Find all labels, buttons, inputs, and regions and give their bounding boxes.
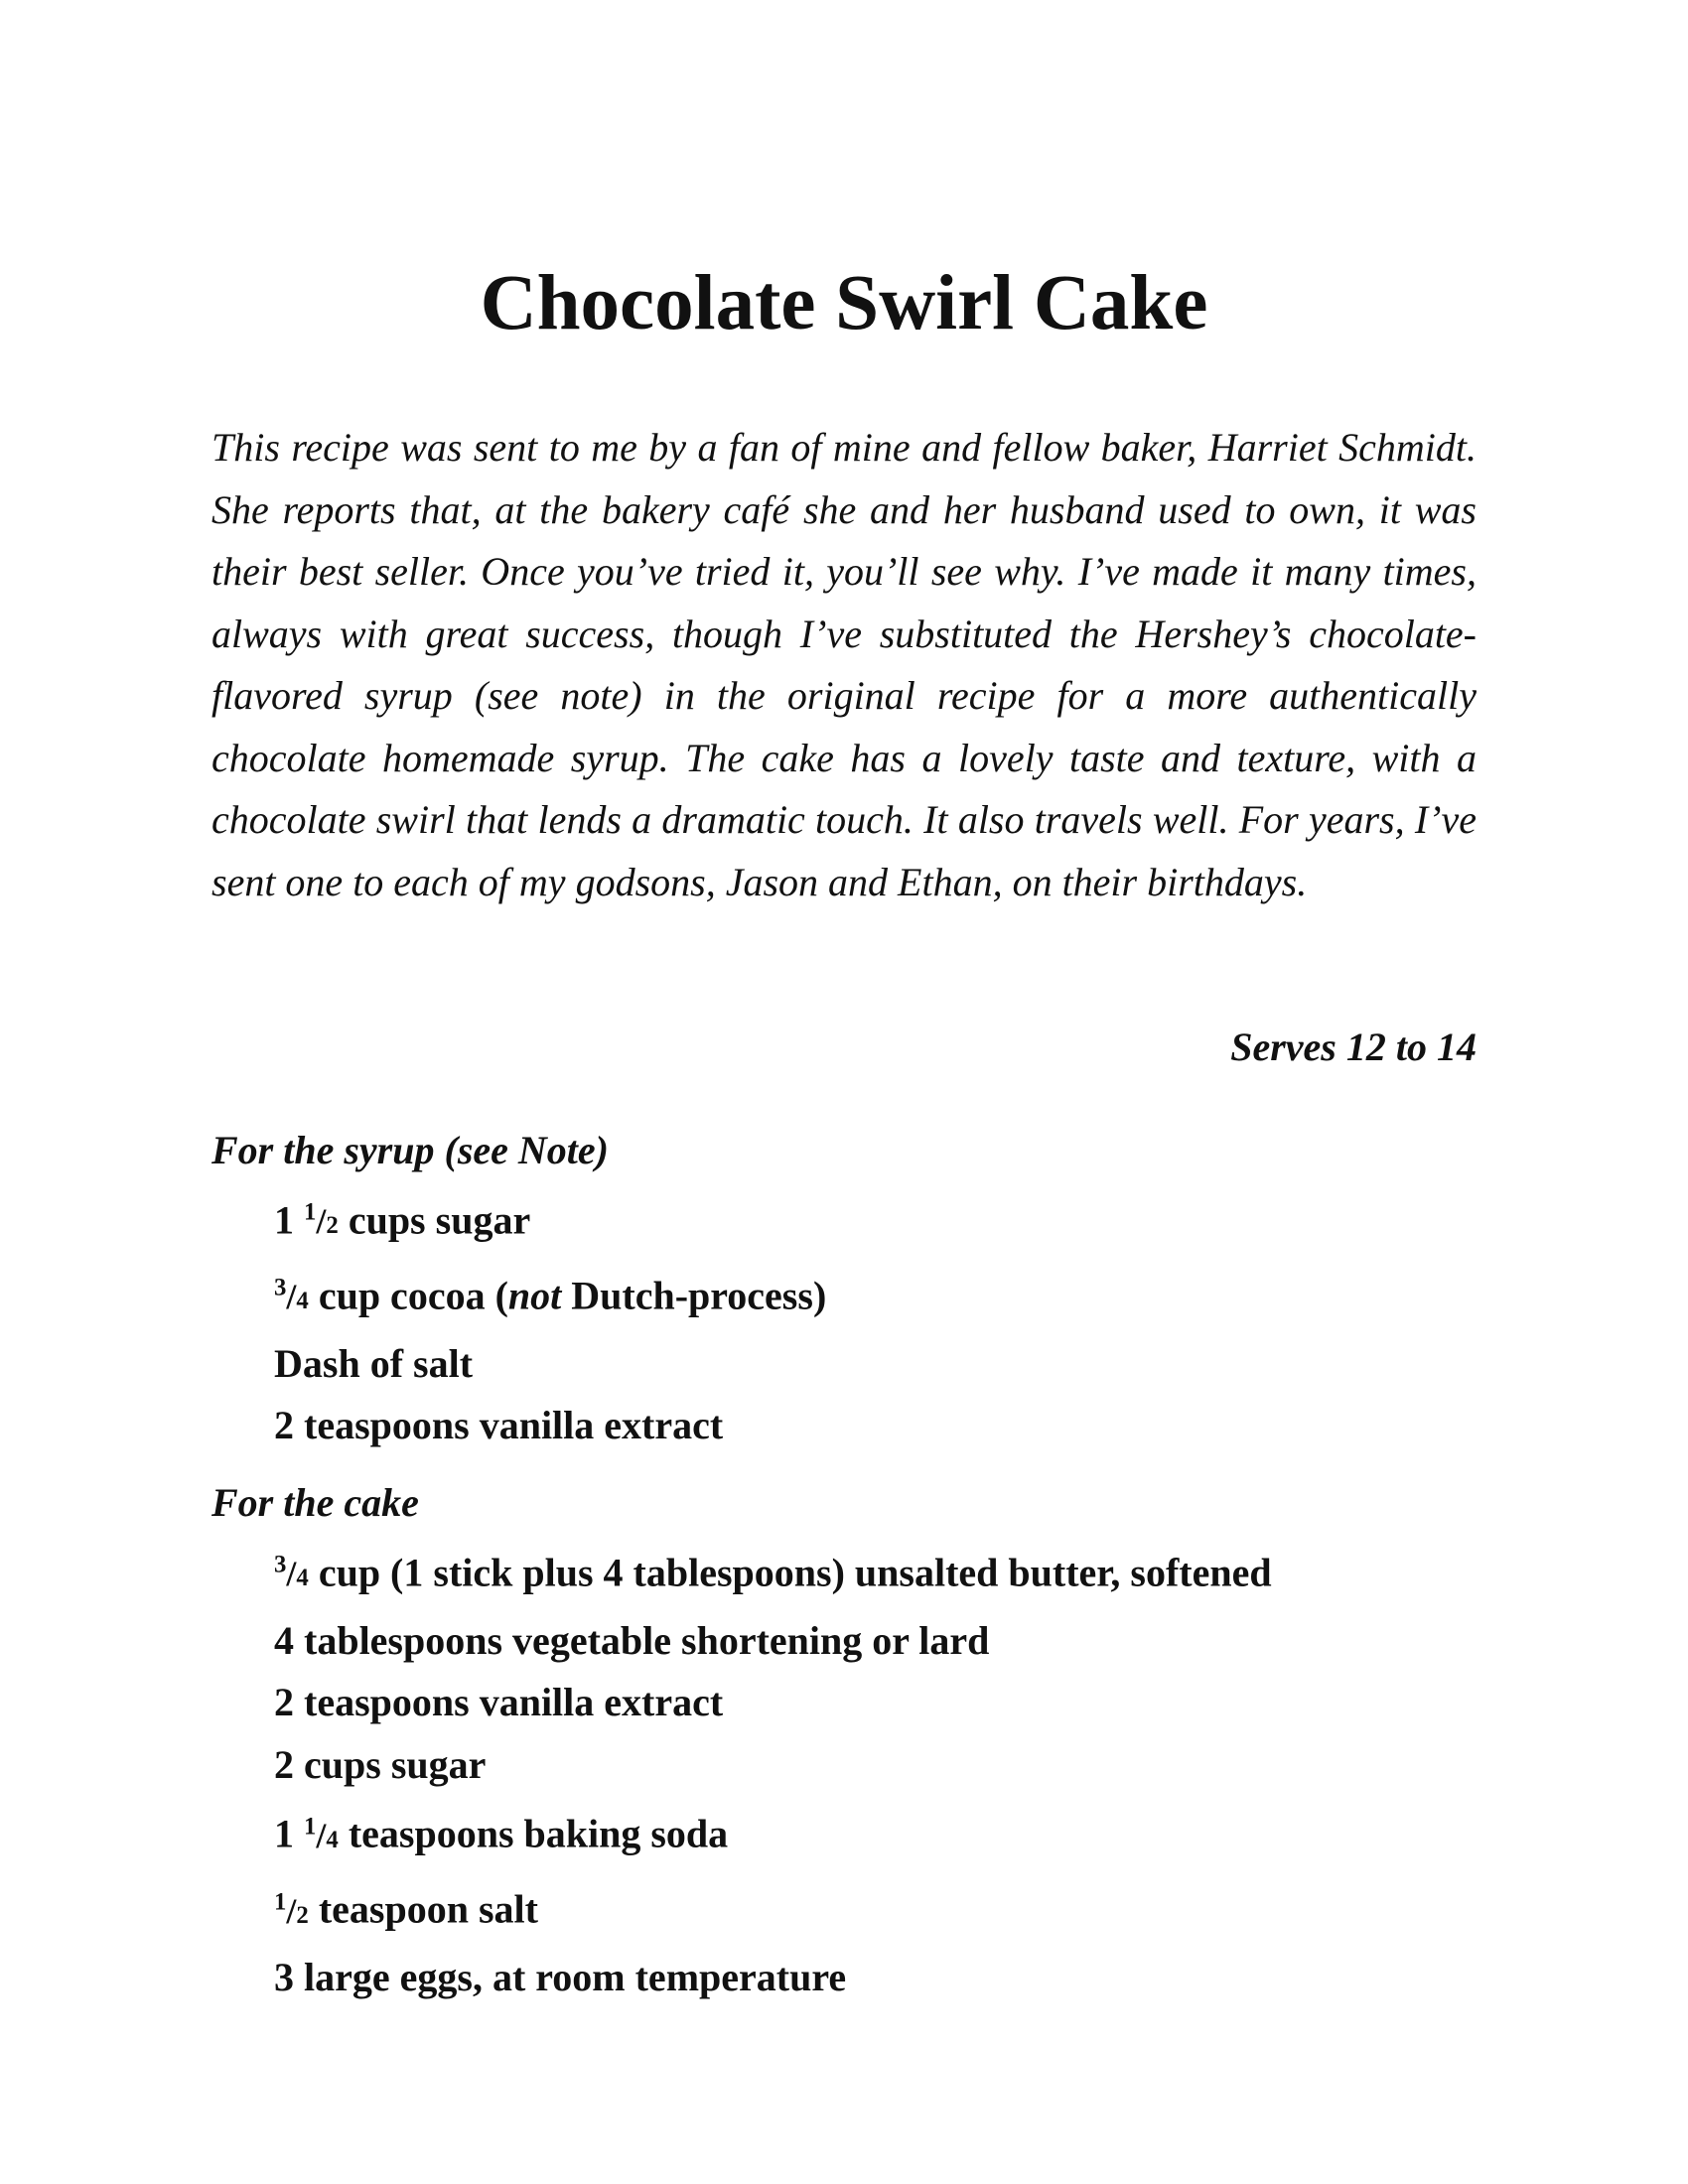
fraction-denominator: 4 xyxy=(296,1565,309,1592)
ingredient-text: cup (1 stick plus 4 tablespoons) unsalted butter, softened xyxy=(308,1550,1272,1595)
fraction-slash: / xyxy=(316,1201,327,1242)
ingredient-item xyxy=(274,1734,1477,1797)
ingredient-text: teaspoons baking soda xyxy=(338,1811,729,1856)
ingredient-text: Dash of salt xyxy=(274,1340,474,1386)
fraction-denominator: 4 xyxy=(326,1826,339,1853)
ingredient-item xyxy=(274,1610,1477,1673)
ingredient-text: 2 cups sugar xyxy=(274,1741,487,1787)
ingredient-text: cups sugar xyxy=(338,1197,531,1243)
ingredient-item xyxy=(274,1258,1477,1333)
ingredient-text: 4 tablespoons vegetable shortening or lard xyxy=(274,1617,990,1663)
syrup-section xyxy=(211,1120,1477,1457)
fraction-slash: / xyxy=(316,1815,327,1855)
ingredient-item xyxy=(274,1672,1477,1734)
servings: Serves 12 to 14 xyxy=(1230,1024,1477,1069)
fraction-slash: / xyxy=(286,1277,297,1317)
fraction-numerator: 3 xyxy=(274,1551,287,1578)
ingredient-fraction xyxy=(304,1813,339,1855)
ingredient-text: 2 teaspoons vanilla extract xyxy=(274,1680,724,1725)
recipe-title: Chocolate Swirl Cake xyxy=(480,260,1208,346)
cake-ingredients xyxy=(211,1535,1477,2009)
syrup-heading: For the syrup (see Note) xyxy=(211,1128,609,1172)
ingredient-item xyxy=(274,1333,1477,1396)
ingredient-text: 3 large eggs, at room temperature xyxy=(274,1955,847,2000)
fraction-denominator: 2 xyxy=(326,1212,339,1240)
cake-heading: For the cake xyxy=(211,1480,419,1525)
ingredient-item xyxy=(274,1947,1477,2009)
fraction-numerator: 1 xyxy=(304,1813,317,1841)
fraction-slash: / xyxy=(286,1554,297,1594)
fraction-denominator: 4 xyxy=(296,1288,309,1315)
fraction-numerator: 1 xyxy=(274,1888,287,1916)
ingredient-text: 2 teaspoons vanilla extract xyxy=(274,1403,724,1448)
ingredient-whole-number: 1 xyxy=(274,1811,304,1856)
fraction-denominator: 2 xyxy=(296,1901,309,1929)
cake-section xyxy=(211,1472,1477,2009)
ingredient-text: teaspoon salt xyxy=(308,1886,538,1932)
fraction-numerator: 3 xyxy=(274,1274,287,1301)
ingredient-item xyxy=(274,1395,1477,1457)
ingredient-fraction xyxy=(274,1274,309,1317)
ingredient-item xyxy=(274,1871,1477,1947)
fraction-numerator: 1 xyxy=(304,1198,317,1226)
ingredient-item xyxy=(274,1796,1477,1871)
ingredient-fraction xyxy=(304,1198,339,1242)
recipe-intro: This recipe was sent to me by a fan of mine and fellow baker, Harriet Schmidt. She reports that, at the bakery café she and her husband used to own, it was their best seller. Once you’ve tried it, you’ll see why. I’ve made it many times, always with great success, though I’ve substituted the Hershey’s chocolate-flavored syrup (see note) in the original recipe for a more authentically chocolate homemade syrup. The cake has a lovely taste and texture, with a chocolate swirl that lends a dramatic touch. It also travels well. For years, I’ve sent one to each of my godsons, Jason and Ethan, on their birthdays. xyxy=(211,425,1477,904)
ingredient-emphasis: not xyxy=(507,1273,562,1318)
fraction-slash: / xyxy=(286,1890,297,1931)
ingredient-fraction xyxy=(274,1888,309,1931)
ingredient-text-after: Dutch-process) xyxy=(561,1273,827,1318)
ingredient-item xyxy=(274,1535,1477,1610)
ingredient-text: cup cocoa ( xyxy=(308,1273,508,1318)
ingredient-fraction xyxy=(274,1551,309,1594)
ingredient-item xyxy=(274,1182,1477,1258)
syrup-ingredients xyxy=(211,1182,1477,1457)
ingredient-whole-number: 1 xyxy=(274,1197,304,1243)
